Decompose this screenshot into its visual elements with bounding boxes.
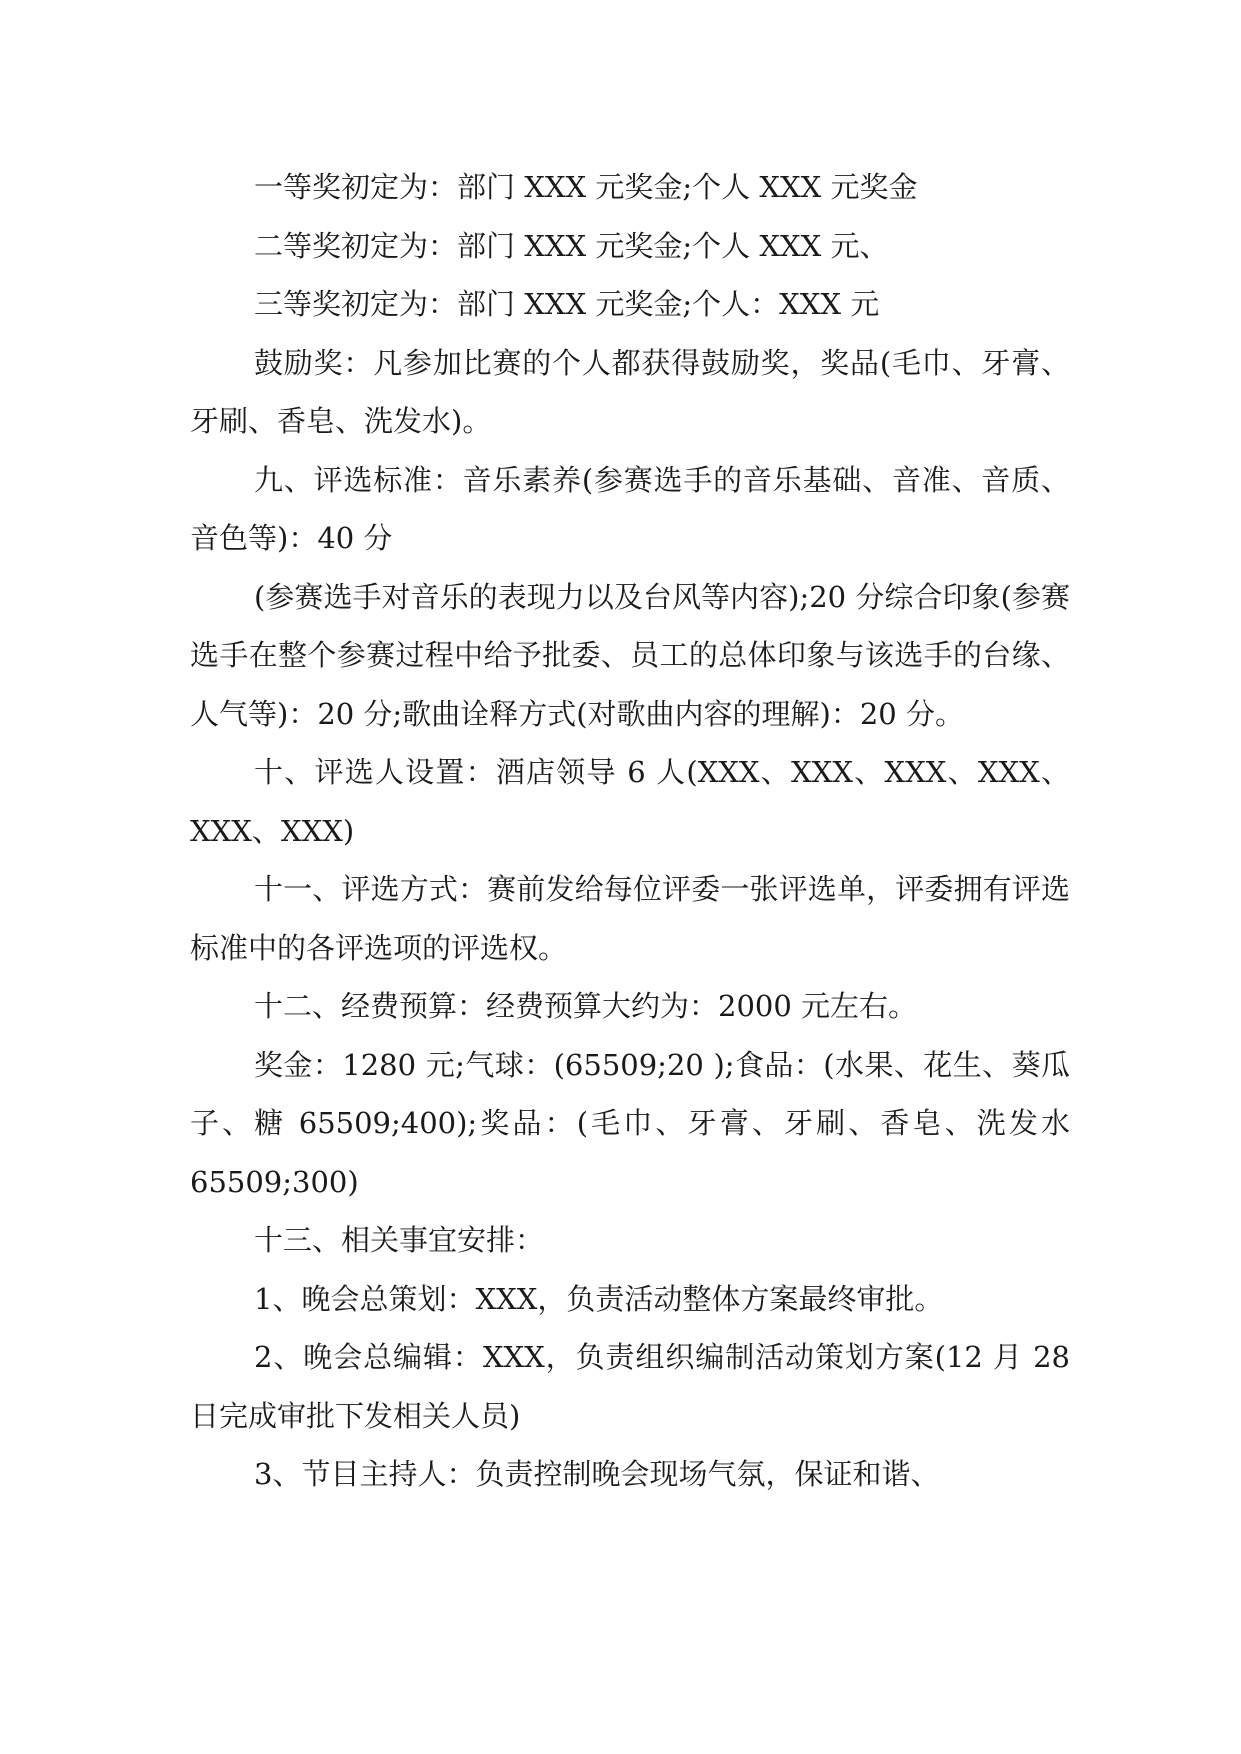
paragraph-judging-method: 十一、评选方式：赛前发给每位评委一张评选单，评委拥有评选标准中的各评选项的评选权。 (190, 872, 1070, 965)
paragraph-first-prize: 一等奖初定为：部门 XXX 元奖金;个人 XXX 元奖金 (254, 170, 918, 204)
paragraph-arrangements-heading: 十三、相关事宜安排： (254, 1223, 545, 1257)
paragraph-judges: 十、评选人设置：酒店领导 6 人(XXX、XXX、XXX、XXX、XXX、XXX) (190, 755, 1070, 848)
paragraph-second-prize: 二等奖初定为：部门 XXX 元奖金;个人 XXX 元、 (254, 228, 889, 263)
paragraph-criteria-details: (参赛选手对音乐的表现力以及台风等内容);20 分综合印象(参赛选手在整个参赛过程中给予批委、员工的总体印象与该选手的台缘、人气等)：20 分;歌曲诠释方式(对歌曲内容的理解)：20 分。 (190, 579, 1070, 731)
paragraph-budget: 十二、经费预算：经费预算大约为：2000 元左右。 (254, 989, 918, 1023)
paragraph-judging-criteria: 九、评选标准：音乐素养(参赛选手的音乐基础、音准、音质、音色等)：40 分 (190, 462, 1070, 555)
paragraph-encouragement-prize: 鼓励奖：凡参加比赛的个人都获得鼓励奖，奖品(毛巾、牙膏、牙刷、香皂、洗发水)。 (190, 345, 1070, 438)
paragraph-chief-planner: 1、晚会总策划：XXX，负责活动整体方案最终审批。 (254, 1281, 944, 1316)
paragraph-chief-editor: 2、晚会总编辑：XXX，负责组织编制活动策划方案(12 月 28 日完成审批下发相关人员) (190, 1340, 1070, 1433)
paragraph-third-prize: 三等奖初定为：部门 XXX 元奖金;个人：XXX 元 (254, 287, 880, 321)
paragraph-host: 3、节目主持人：负责控制晚会现场气氛，保证和谐、 (254, 1457, 940, 1491)
document-body (190, 158, 1070, 1504)
paragraph-budget-details: 奖金：1280 元;气球：(65509;20 );食品：(水果、花生、葵瓜子、糖 65509;400);奖品：(毛巾、牙膏、牙刷、香皂、洗发水 65509;300) (190, 1047, 1070, 1199)
